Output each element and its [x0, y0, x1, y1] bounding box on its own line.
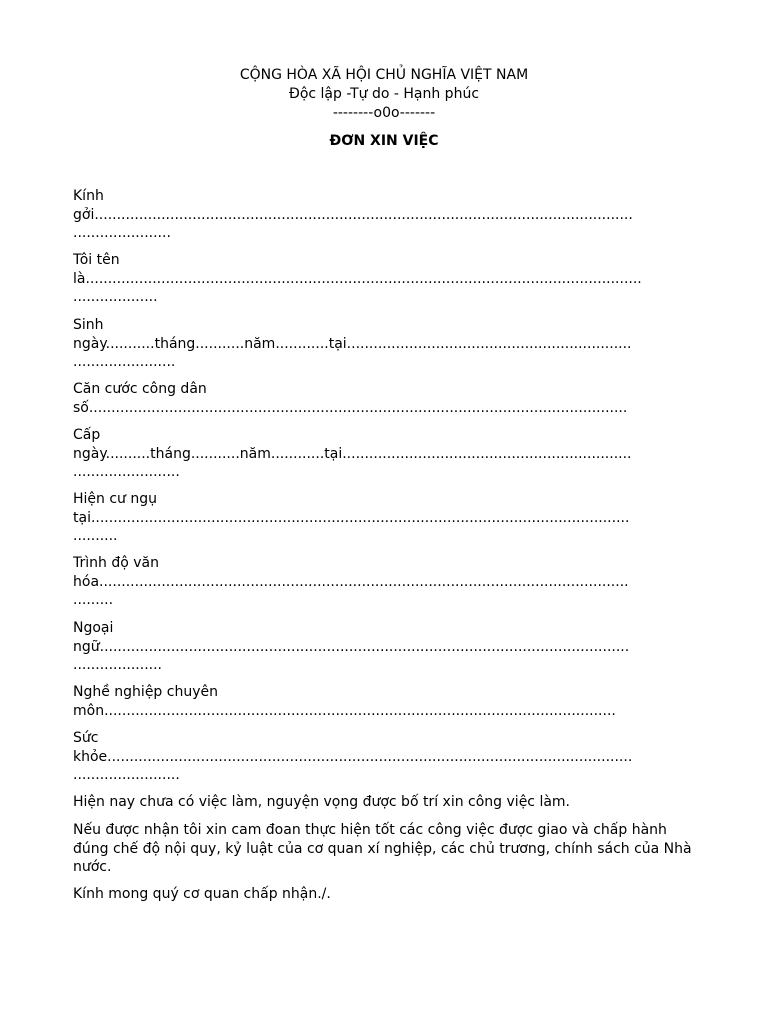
field-name: [73, 251, 691, 307]
field-fill-continuation: ......................: [73, 225, 171, 241]
field-fill-line: tại.........................................................................................................................: [73, 509, 630, 526]
field-fill-line: ngữ.......................................................................................................................: [73, 638, 630, 655]
field-label: Trình độ văn: [73, 555, 159, 571]
field-fill-continuation: ...................: [73, 289, 158, 305]
field-birth: [73, 316, 691, 372]
field-label: Ngoại: [73, 620, 114, 636]
field-fill-line: là.............................................................................................................................: [73, 270, 642, 287]
paragraph-commitment: Nếu được nhận tôi xin cam đoan thực hiện tốt các công việc được giao và chấp hành đúng chế độ nội quy, kỷ luật của cơ quan xí nghiệp, các chủ trương, chính sách của Nhà nước.: [73, 822, 692, 875]
field-citizen-id: [73, 380, 691, 417]
field-language: [73, 619, 691, 675]
field-recipient: [73, 187, 691, 243]
field-label: Sinh: [73, 317, 104, 333]
field-education: [73, 554, 691, 610]
field-fill-continuation: ..........: [73, 528, 118, 544]
field-health: [73, 729, 691, 785]
field-fill-continuation: .......................: [73, 354, 176, 370]
field-fill-line: ngày..........tháng...........năm............tại.................................................................: [73, 445, 632, 462]
field-fill-line: ngày...........tháng...........năm............tại................................................................: [73, 335, 632, 352]
field-label: Cấp: [73, 427, 101, 443]
document-title: ĐƠN XIN VIỆC: [329, 133, 439, 149]
field-label: Tôi tên: [73, 252, 120, 268]
field-fill-line: số.........................................................................................................................: [73, 399, 628, 416]
paragraph-current-status: Hiện nay chưa có việc làm, nguyện vọng được bố trí xin công việc làm.: [73, 794, 571, 810]
field-fill-line: môn...................................................................................................................: [73, 702, 616, 719]
field-fill-line: gởi.........................................................................................................................: [73, 206, 633, 223]
field-label: Kính: [73, 188, 104, 204]
paragraph-closing: Kính mong quý cơ quan chấp nhận./.: [73, 886, 331, 902]
separator-line: --------o0o-------: [332, 105, 436, 121]
field-fill-line: khỏe......................................................................................................................: [73, 748, 633, 765]
field-fill-continuation: ........................: [73, 464, 180, 480]
field-profession: [73, 683, 691, 720]
field-label: Sức: [73, 730, 99, 746]
field-label: Hiện cư ngụ: [73, 491, 158, 507]
motto-line: Độc lập -Tự do - Hạnh phúc: [288, 86, 480, 102]
field-issued: [73, 426, 691, 482]
field-fill-continuation: ........................: [73, 767, 180, 783]
field-fill-line: hóa.......................................................................................................................: [73, 573, 629, 590]
field-fill-continuation: .........: [73, 592, 114, 608]
field-fill-continuation: ....................: [73, 657, 163, 673]
country-heading: CỘNG HÒA XÃ HỘI CHỦ NGHĨA VIỆT NAM: [239, 67, 529, 83]
field-label: Căn cước công dân: [73, 381, 207, 397]
field-label: Nghề nghiệp chuyên: [73, 684, 218, 700]
field-residence: [73, 490, 691, 546]
